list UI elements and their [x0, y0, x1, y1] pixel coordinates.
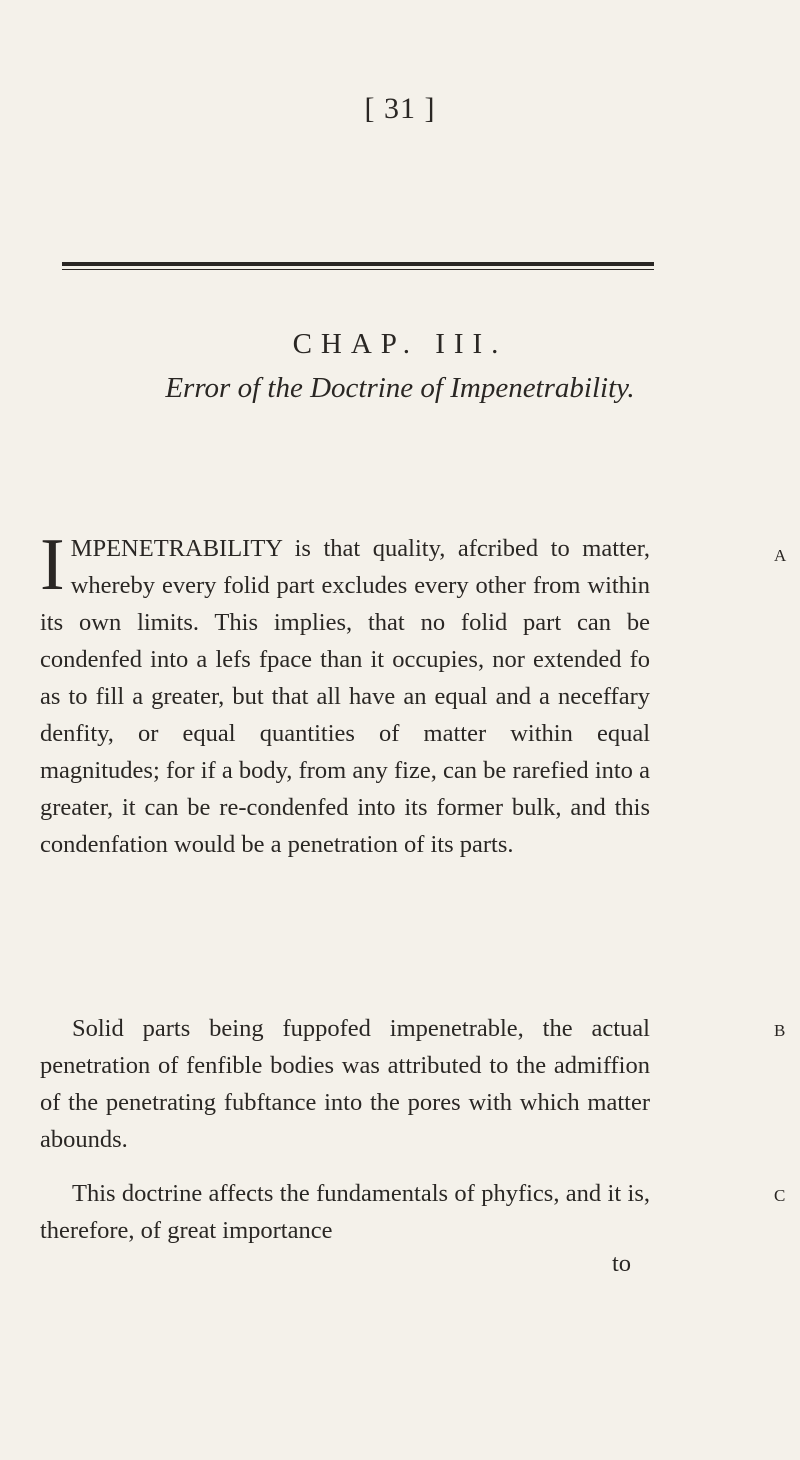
margin-mark-a: A [774, 546, 788, 565]
paragraph-2: Solid parts being fuppofed impenetrable, the actual penetration of fenfible bodies was attributed to the admiffion of the penetrating fubftance into the pores with which matter abounds. [40, 1015, 650, 1153]
margin-mark-c: C [774, 1186, 787, 1205]
catchword: to [612, 1250, 632, 1277]
header-rule-thin [62, 269, 654, 270]
drop-cap: I [40, 524, 65, 606]
paragraph-3: This doctrine affects the fundamentals of phyfics, and it is, therefore, of great importance [40, 1180, 650, 1244]
chapter-heading: CHAP. III. [292, 328, 508, 360]
page-number: [ 31 ] [364, 92, 436, 125]
paragraph-1-text: MPENETRABILITY is that quality, afcribed to matter, whereby every folid part excludes every other from within its own limits. This implies, that no folid part can be condenfed into a lefs fpace than it occupies, nor extended fo as to fill a greater, but that all have an equal and a neceffary denfity, or equal quantities of matter within equal magnitudes; for if a body, from any fize, can be rarefied into a greater, it can be re-condenfed into its former bulk, and this condenfation would be a penetration of its parts. [40, 535, 650, 858]
header-rule-thick [62, 262, 654, 266]
paragraph-1 [40, 524, 650, 863]
margin-mark-b: B [774, 1021, 787, 1040]
chapter-title: Error of the Doctrine of Impenetrability. [165, 372, 635, 404]
